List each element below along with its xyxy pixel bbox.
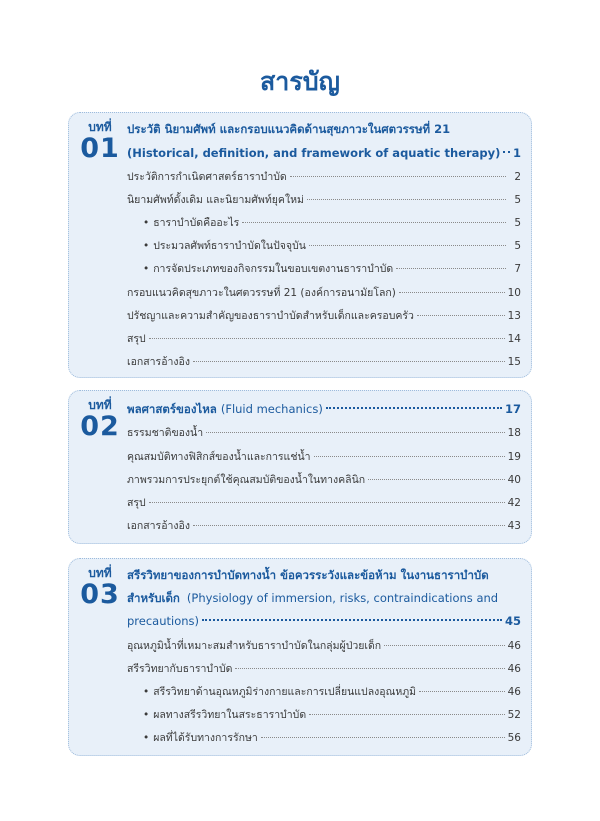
dot-leader [202, 619, 502, 621]
dot-leader [309, 245, 506, 246]
dot-leader [503, 151, 510, 153]
chapter-heading-line[interactable] [127, 397, 521, 421]
chapter-heading-th: สำหรับเด็ก [127, 591, 180, 605]
dot-leader [368, 479, 505, 480]
toc-entry[interactable] [127, 635, 521, 658]
dot-leader [149, 338, 505, 339]
page-number: 18 [507, 427, 521, 439]
chapter-number: 01 [80, 133, 120, 164]
chapter-heading-th: พลศาสตร์ของไหล [127, 402, 217, 416]
chapter-label [75, 119, 125, 163]
bullet-icon: • [143, 732, 150, 744]
toc-entry[interactable] [127, 351, 521, 374]
page-number: 5 [514, 240, 521, 252]
chapter-heading-th: ประวัติ นิยามศัพท์ และกรอบแนวคิดด้านสุขภาวะในศตวรรษที่ 21 [127, 122, 451, 136]
chapter-heading-line[interactable] [127, 141, 521, 165]
entry-title: เอกสารอ้างอิง [127, 520, 190, 532]
page-title: สารบัญ [260, 67, 340, 96]
chapter-heading[interactable] [127, 117, 521, 141]
chapter-heading-en: (Fluid mechanics) [220, 402, 323, 416]
chapter-01-box [68, 112, 532, 378]
entry-title: สรุป [127, 333, 146, 345]
toc-subentry[interactable] [143, 235, 521, 258]
entry-title: ธรรมชาติของน้ำ [127, 427, 204, 439]
dot-leader [242, 222, 506, 223]
page-number: 13 [507, 310, 521, 322]
toc-entry[interactable] [127, 515, 521, 538]
toc-entry[interactable] [127, 328, 521, 351]
chapter-heading[interactable] [127, 563, 521, 587]
dot-leader [290, 176, 506, 177]
page-number: 19 [507, 451, 521, 463]
chapter-label [75, 565, 125, 609]
page-number: 56 [507, 732, 521, 744]
chapter-02-box [68, 390, 532, 544]
chapter-number: 02 [80, 411, 120, 442]
entry-title: นิยามศัพท์ดั้งเดิม และนิยามศัพท์ยุคใหม่ [127, 194, 304, 206]
chapter-heading-en: precautions) [127, 614, 200, 628]
dot-leader [307, 199, 506, 200]
dot-leader [261, 737, 505, 738]
toc-entry[interactable] [127, 305, 521, 328]
page-number: 42 [507, 497, 521, 509]
page-number: 14 [507, 333, 521, 345]
entry-title: ผลที่ได้รับทางการรักษา [153, 732, 258, 744]
dot-leader [193, 525, 505, 526]
toc-entry[interactable] [127, 446, 521, 469]
page-number: 2 [514, 171, 521, 183]
page-number: 40 [507, 474, 521, 486]
toc-entry[interactable] [127, 492, 521, 515]
entry-title: คุณสมบัติทางฟิสิกส์ของน้ำและการแช่น้ำ [127, 451, 311, 463]
page-number: 10 [507, 287, 521, 299]
bullet-icon: • [143, 263, 150, 275]
page-number: 1 [512, 146, 521, 160]
page-number: 15 [507, 356, 521, 368]
toc-subentry[interactable] [143, 258, 521, 281]
dot-leader [206, 432, 504, 433]
dot-leader [419, 691, 505, 692]
toc-entry[interactable] [127, 282, 521, 305]
page-number: 17 [504, 402, 521, 416]
entry-title: สรีรวิทยากับธาราบำบัด [127, 663, 233, 675]
toc-subentry[interactable] [143, 704, 521, 727]
page-number: 46 [507, 663, 521, 675]
entry-title: สรุป [127, 497, 146, 509]
dot-leader [314, 456, 505, 457]
page-number: 46 [507, 640, 521, 652]
dot-leader [235, 668, 504, 669]
page-number: 43 [507, 520, 521, 532]
chapter-word: บทที่ [88, 398, 112, 412]
entry-title: ประวัติการกำเนิดศาสตร์ธาราบำบัด [127, 171, 287, 183]
entry-title: สรีรวิทยาด้านอุณหภูมิร่างกายและการเปลี่ยนแปลงอุณหภูมิ [153, 686, 417, 698]
page-number: 7 [514, 263, 521, 275]
toc-entry[interactable] [127, 189, 521, 212]
dot-leader [399, 292, 505, 293]
dot-leader [149, 502, 505, 503]
entry-title: กรอบแนวคิดสุขภาวะในศตวรรษที่ 21 (องค์การอนามัยโลก) [127, 287, 396, 299]
entry-title: ปรัชญาและความสำคัญของธาราบำบัดสำหรับเด็กและครอบครัว [127, 310, 414, 322]
dot-leader [396, 268, 506, 269]
entry-title: ผลทางสรีรวิทยาในสระธาราบำบัด [153, 709, 307, 721]
dot-leader [417, 315, 505, 316]
chapter-heading-en: (Physiology of immersion, risks, contraindications and [186, 591, 499, 605]
toc-entry[interactable] [127, 422, 521, 445]
chapter-label [75, 397, 125, 441]
page-number: 45 [504, 614, 521, 628]
chapter-heading-en: (Historical, definition, and framework of aquatic therapy) [127, 146, 501, 160]
chapter-03-box [68, 558, 532, 756]
toc-subentry[interactable] [143, 212, 521, 235]
dot-leader [326, 407, 502, 409]
bullet-icon: • [143, 240, 150, 252]
entry-title: อุณหภูมิน้ำที่เหมาะสมสำหรับธาราบำบัดในกลุ่มผู้ป่วยเด็ก [127, 640, 382, 652]
dot-leader [193, 361, 505, 362]
entry-title: ประมวลศัพท์ธาราบำบัดในปัจจุบัน [153, 240, 306, 252]
page-number: 5 [514, 194, 521, 206]
page-number: 46 [507, 686, 521, 698]
chapter-heading-th: สรีรวิทยาของการบำบัดทางน้ำ ข้อควรระวังและข้อห้าม ในงานธาราบำบัด [127, 568, 489, 582]
toc-entry[interactable] [127, 658, 521, 681]
dot-leader [309, 714, 504, 715]
entry-title: การจัดประเภทของกิจกรรมในขอบเขตงานธาราบำบัด [153, 263, 394, 275]
page-number: 5 [514, 217, 521, 229]
entry-title: เอกสารอ้างอิง [127, 356, 190, 368]
bullet-icon: • [143, 217, 150, 229]
bullet-icon: • [143, 686, 150, 698]
chapter-heading[interactable] [127, 586, 521, 610]
toc-subentry[interactable] [143, 681, 521, 704]
chapter-word: บทที่ [88, 566, 112, 580]
dot-leader [384, 645, 504, 646]
entry-title: ธาราบำบัดคืออะไร [153, 217, 240, 229]
chapter-number: 03 [80, 579, 120, 610]
entry-title: ภาพรวมการประยุกต์ใช้คุณสมบัติของน้ำในทางคลินิก [127, 474, 366, 486]
bullet-icon: • [143, 709, 150, 721]
toc-subentry[interactable] [143, 727, 521, 750]
chapter-word: บทที่ [88, 120, 112, 134]
toc-entry[interactable] [127, 469, 521, 492]
chapter-heading-line[interactable] [127, 609, 521, 633]
toc-entry[interactable] [127, 166, 521, 189]
page-number: 52 [507, 709, 521, 721]
